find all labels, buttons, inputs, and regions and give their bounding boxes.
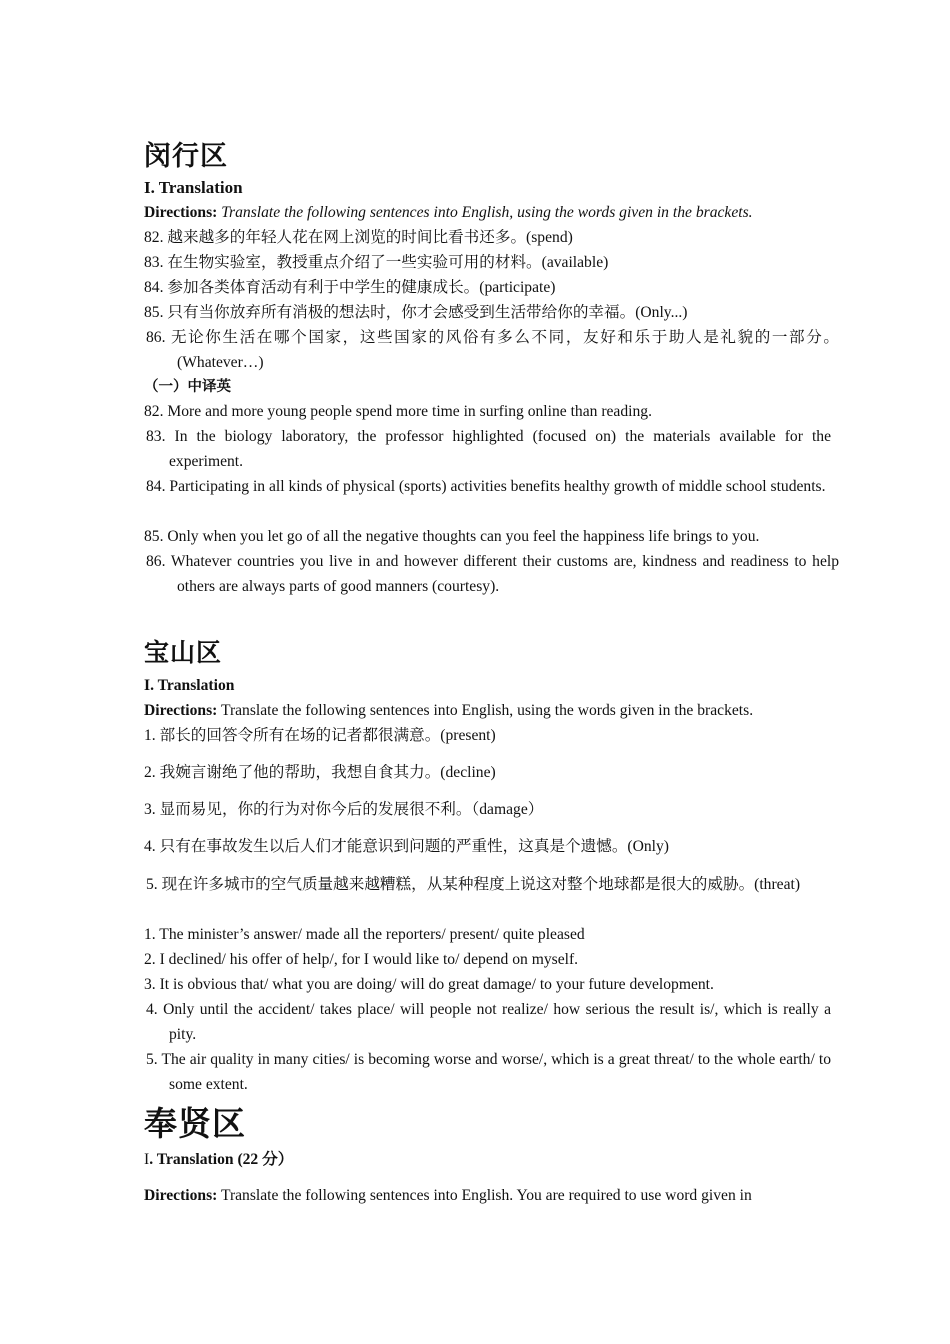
directions-label: Directions: bbox=[144, 1187, 218, 1204]
directions-text: Translate the following sentences into English, using the words given in the brackets. bbox=[220, 702, 754, 719]
answer-84: 84. Participating in all kinds of physical (sports) activities benefits healthy growth of middle school students. bbox=[146, 478, 826, 495]
directions bbox=[144, 1183, 806, 1208]
section-heading: I. Translation bbox=[144, 677, 235, 694]
section-title: . Translation (22 分） bbox=[149, 1151, 294, 1168]
question-86: 86. 无论你生活在哪个国家，这些国家的风俗有多么不同，友好和乐于助人是礼貌的一部分。(Whatever…) bbox=[146, 329, 839, 371]
section-heading bbox=[144, 1147, 806, 1172]
answer-86: 86. Whatever countries you live in and however different their customs are, kindness and readiness to help others are always parts of good manners (courtesy). bbox=[146, 553, 839, 595]
answer-4: 4. Only until the accident/ takes place/ will people not realize/ how serious the result is/, which is really a pity. bbox=[146, 1001, 831, 1043]
directions-label: Directions: bbox=[144, 702, 218, 719]
answer-1: 1. The minister’s answer/ made all the reporters/ present/ quite pleased bbox=[144, 926, 585, 943]
directions-text: Translate the following sentences into English, using the words given in the brackets. bbox=[221, 204, 753, 221]
question-84: 84. 参加各类体育活动有利于中学生的健康成长。(participate) bbox=[144, 279, 556, 296]
directions-text: Translate the following sentences into English. You are required to use word given in bbox=[220, 1187, 752, 1204]
section-prefix: I bbox=[144, 1151, 150, 1168]
directions bbox=[144, 200, 806, 225]
answer-85: 85. Only when you let go of all the negative thoughts can you feel the happiness life brings to you. bbox=[144, 528, 760, 545]
answer-2: 2. I declined/ his offer of help/, for I would like to/ depend on myself. bbox=[144, 951, 579, 968]
question-5: 5. 现在许多城市的空气质量越来越糟糕，从某种程度上说这对整个地球都是很大的威胁。(threat) bbox=[146, 876, 801, 893]
answer-3: 3. It is obvious that/ what you are doing/ will do great damage/ to your future development. bbox=[144, 976, 714, 993]
question-82: 82. 越来越多的年轻人花在网上浏览的时间比看书还多。(spend) bbox=[144, 229, 573, 246]
district-title-fengxian: 奉贤区 bbox=[144, 1104, 246, 1143]
answer-heading: （一）中译英 bbox=[144, 379, 231, 395]
question-2: 2. 我婉言谢绝了他的帮助，我想自食其力。(decline) bbox=[144, 764, 496, 781]
question-3: 3. 显而易见，你的行为对你今后的发展很不利。（damage） bbox=[144, 801, 544, 818]
district-title-baoshan: 宝山区 bbox=[144, 638, 223, 667]
question-85: 85. 只有当你放弃所有消极的想法时，你才会感受到生活带给你的幸福。(Only...) bbox=[144, 304, 688, 321]
answer-83: 83. In the biology laboratory, the professor highlighted (focused on) the materials available for the experiment. bbox=[146, 428, 831, 470]
answer-82: 82. More and more young people spend more time in surfing online than reading. bbox=[144, 403, 652, 420]
answer-5: 5. The air quality in many cities/ is becoming worse and worse/, which is a great threat/ to the whole earth/ to some extent. bbox=[146, 1051, 831, 1093]
question-4: 4. 只有在事故发生以后人们才能意识到问题的严重性，这真是个遗憾。(Only) bbox=[144, 838, 669, 855]
directions-label: Directions: bbox=[144, 204, 218, 221]
directions bbox=[144, 698, 806, 723]
question-83: 83. 在生物实验室，教授重点介绍了一些实验可用的材料。(available) bbox=[144, 254, 609, 271]
question-1: 1. 部长的回答令所有在场的记者都很满意。(present) bbox=[144, 727, 496, 744]
district-title-minhang: 闵行区 bbox=[144, 141, 228, 172]
section-heading: I. Translation bbox=[144, 178, 243, 197]
